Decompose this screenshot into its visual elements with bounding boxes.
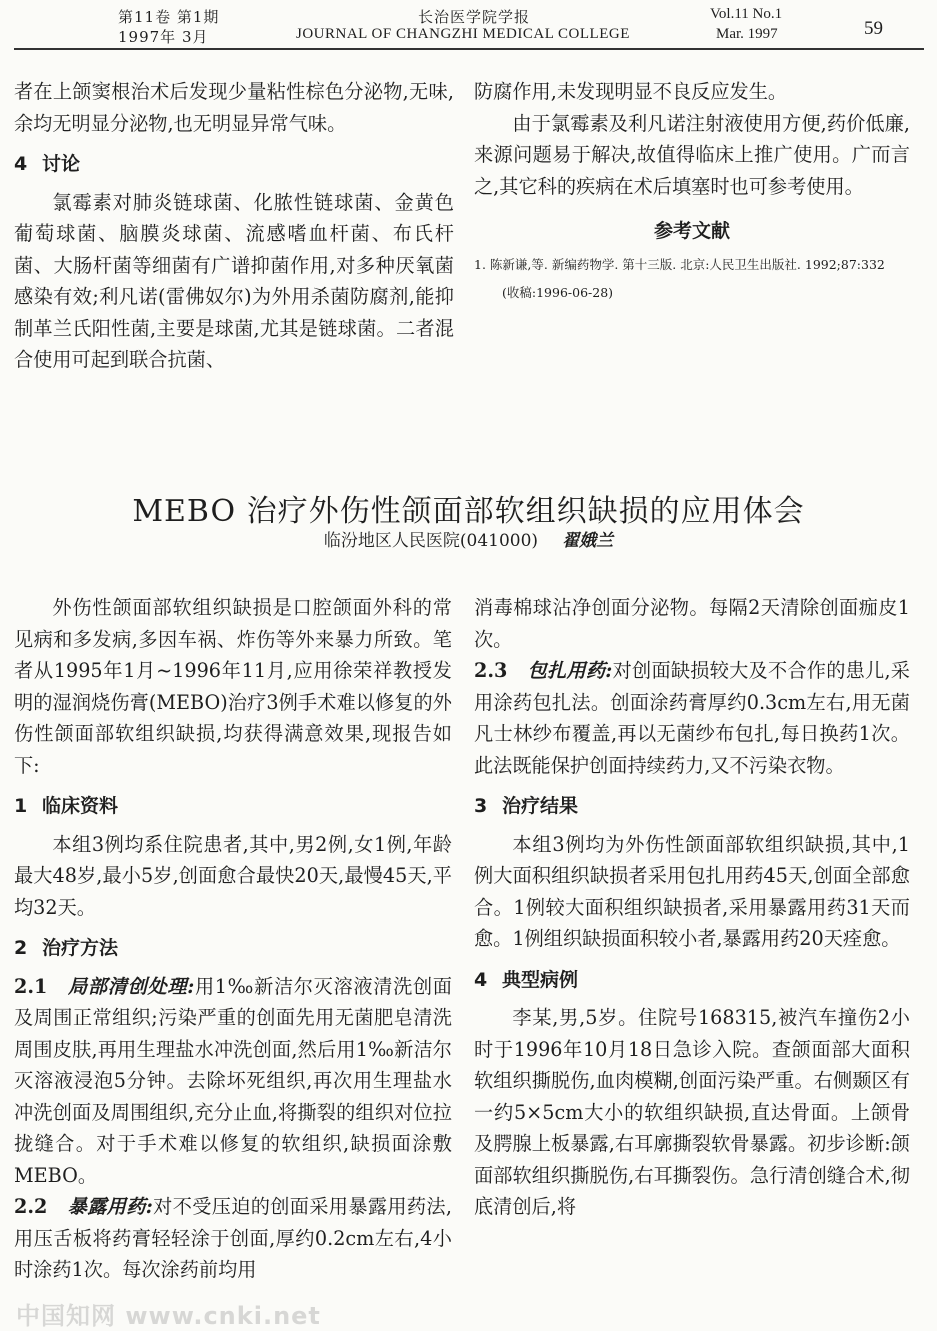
section-2-1-title: 局部清创处理: (67, 974, 195, 998)
prev-section-heading (14, 149, 454, 181)
section-1-heading (14, 791, 452, 823)
section-4-heading (474, 965, 910, 997)
section-4-number: 4 (474, 968, 488, 991)
section-2-number: 2 (14, 937, 28, 959)
section-1-text: 本组3例均系住院患者,其中,男2例,女1例,年龄最大48岁,最小5岁,创面愈合最快20天,最慢45天,平均32天。 (14, 832, 452, 919)
author-line (0, 526, 937, 551)
page-number: 59 (864, 18, 883, 39)
intro-paragraph: 外伤性颌面部软组织缺损是口腔颌面外科的常见病和多发病,多因车祸、炸伤等外来暴力所致。笔者从1995年1月~1996年11月,应用徐荣祥教授发明的湿润烧伤膏(MEBO)治疗3例手术难以修复的外伤性颌面部软组织缺损,均获得满意效果,现报告如下: (14, 596, 452, 777)
references-heading: 参考文献 (653, 220, 730, 242)
section-3-title: 治疗结果 (502, 795, 579, 817)
section-2-1-number: 2.1 (14, 974, 48, 998)
prev-left-para1: 者在上颌窦根治术后发现少量粘性棕色分泌物,无味,余均无明显分泌物,也无明显异常气味。 (14, 80, 454, 135)
section-3-text: 本组3例均为外伤性颌面部软组织缺损,其中,1例大面积组织缺损者采用包扎用药45天,创面全部愈合。1例较大面积组织缺损者,采用暴露用药31天而愈。1例组织缺损面积较小者,暴露用药20天痊愈。 (474, 832, 910, 950)
affiliation: 临汾地区人民医院(041000) (323, 531, 539, 551)
volume-cn: 第11卷 第1期 (118, 8, 220, 26)
section-2-2-title: 暴露用药: (67, 1195, 153, 1218)
running-header (0, 0, 937, 50)
received-date: (收稿:1996-06-28) (502, 284, 614, 300)
journal-en: JOURNAL OF CHANGZHI MEDICAL COLLEGE (296, 26, 630, 42)
journal-cn: 长治医学院学报 (418, 8, 531, 26)
prev-section-number: 4 (14, 153, 28, 175)
section-2-3-text: 对创面缺损较大及不合作的患儿,采用涂药包扎法。创面涂药膏厚约0.3cm左右,用无菌凡士林纱布覆盖,再以无菌纱布包扎,每日换药1次。此法既能保护创面持续药力,又不污染衣物。 (474, 659, 910, 777)
section-4-text: 李某,男,5岁。住院号168315,被汽车撞伤2小时于1996年10月18日急诊入院。查颌面部大面积软组织撕脱伤,血肉模糊,创面污染严重。右侧颞区有一约5×5cm大小的软组织缺损,直达骨面。上颌骨及腭腺上板暴露,右耳廓撕裂软骨暴露。初步诊断:颌面部软组织撕脱伤,右耳撕裂伤。急行清创缝合术,彻底清创后,将 (474, 1006, 910, 1218)
section-2-3 (474, 655, 910, 781)
watermark: 中国知网 www.cnki.net (16, 1302, 321, 1330)
section-2-2-number: 2.2 (14, 1195, 48, 1218)
prev-left-para2: 氯霉素对肺炎链球菌、化脓性链球菌、金黄色葡萄球菌、脑膜炎球菌、流感嗜血杆菌、布氏杆菌、大肠杆菌等细菌有广谱抑菌作用,对多种厌氧菌感染有效;利凡诺(雷佛奴尔)为外用杀菌防腐剂,能抑制革兰氏阳性菌,主要是球菌,尤其是链球菌。二者混合使用可起到联合抗菌、 (14, 190, 454, 371)
date-en: Mar. 1997 (716, 26, 778, 42)
article-title: MEBO 治疗外伤性颌面部软组织缺损的应用体会 (132, 494, 805, 529)
section-2-2-text: 对不受压迫的创面采用暴露用药法,用压舌板将药膏轻轻涂于创面,厚约0.2cm左右,4小时涂药1次。每次涂药前均用 (14, 1195, 452, 1281)
volume-en: Vol.11 No.1 (710, 6, 783, 22)
article-left-column (14, 592, 452, 1286)
section-4-title: 典型病例 (502, 968, 579, 991)
section-1-number: 1 (14, 795, 28, 817)
section-1-title: 临床资料 (42, 795, 119, 817)
section-2-3-number: 2.3 (474, 659, 508, 682)
prev-section-title: 讨论 (42, 153, 81, 175)
section-2-1-text: 用1‰新洁尔灭溶液清洗创面及周围正常组织;污染严重的创面先用无菌肥皂清洗周围皮肤,再用生理盐水冲洗创面,然后用1‰新洁尔灭溶液浸泡5分钟。去除坏死组织,再次用生理盐水冲洗创面及周围组织,充分止血,将撕裂的组织对位拉拢缝合。对于手术难以修复的软组织,缺损面涂敷MEBO。 (14, 974, 452, 1187)
section-2-heading (14, 933, 452, 965)
reference-1: 1. 陈新谦,等. 新编药物学. 第十三版. 北京:人民卫生出版社. 1992;87:332 (474, 256, 885, 272)
prev-right-para2: 由于氯霉素及利凡诺注射液使用方便,药价低廉,来源问题易于解决,故值得临床上推广使用。广而言之,其它科的疾病在术后填塞时也可参考使用。 (474, 111, 910, 198)
section-3-number: 3 (474, 795, 488, 817)
prev-article-left-column (14, 76, 454, 376)
article-right-column (474, 592, 910, 1223)
section-3-heading (474, 791, 910, 823)
section-2-2 (14, 1191, 452, 1286)
section-2-1 (14, 971, 452, 1192)
section-2-title: 治疗方法 (42, 937, 119, 959)
header-rule (14, 48, 924, 50)
right-continuation: 消毒棉球沾净创面分泌物。每隔2天清除创面痂皮1次。 (474, 596, 910, 651)
section-2-3-title: 包扎用药: (527, 659, 613, 682)
prev-article-right-column (474, 76, 910, 304)
author-name: 翟娥兰 (562, 531, 614, 551)
prev-right-para1: 防腐作用,未发现明显不良反应发生。 (474, 80, 788, 103)
date-cn: 1997年 3月 (118, 28, 209, 46)
